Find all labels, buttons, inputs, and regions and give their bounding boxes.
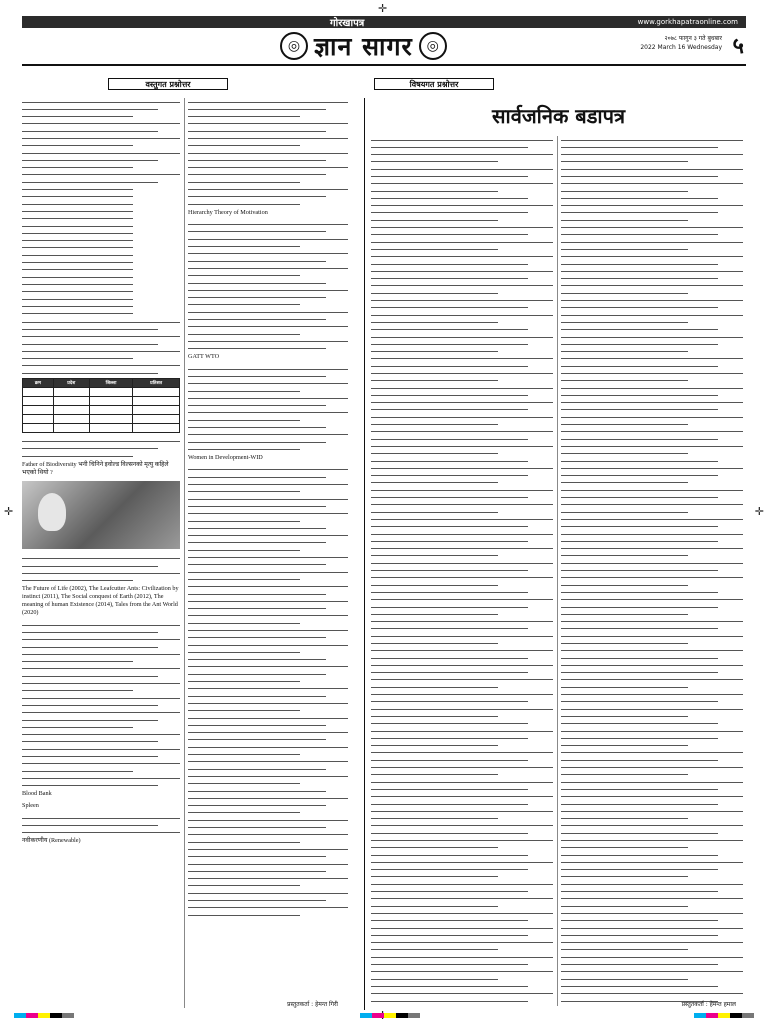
masthead	[22, 28, 746, 66]
english-term: Hierarchy Theory of Motivation	[188, 208, 268, 216]
english-term: Spleen	[22, 802, 39, 810]
english-question: Father of Biodiversity भनी चिनिने इवोल्ड विल्सनको मृत्यु कहिले भएको थियो ?	[22, 460, 169, 476]
qa-item	[22, 318, 180, 374]
qa-column	[188, 98, 348, 1008]
right-credit: प्रस्तुतकर्ता : हेमन्त हमाल	[681, 1001, 736, 1008]
qa-item	[561, 136, 743, 1006]
page-title: ज्ञान सागर	[314, 32, 413, 61]
qa-item	[188, 98, 348, 205]
qa-item	[188, 365, 348, 450]
registration-mark-left: ✛	[4, 505, 14, 518]
qa-item	[22, 438, 180, 457]
english-term: Blood Bank	[22, 790, 52, 798]
english-term: GATT WTO	[188, 353, 220, 361]
qa-column	[561, 136, 743, 1006]
registration-mark-right: ✛	[754, 505, 764, 518]
english-term: नवीकरणीय (Renewable)	[22, 837, 81, 845]
newspaper-page	[22, 16, 746, 1012]
section-label-objective: वस्तुगत प्रश्नोत्तर	[108, 78, 228, 90]
qa-item	[188, 221, 348, 350]
globe-icon: ◎	[419, 32, 447, 60]
color-bar	[14, 1013, 74, 1018]
website-url: www.gorkhapatraonline.com	[637, 18, 738, 26]
province-table	[22, 378, 180, 433]
registration-mark-top: ✛	[378, 2, 388, 15]
issue-date	[640, 34, 722, 52]
feature-title: सार्वजनिक बडापत्र	[492, 104, 625, 128]
scientist-photo	[22, 481, 180, 549]
qa-item	[188, 466, 348, 916]
qa-item	[22, 621, 180, 786]
date-nepali: २०७८ फागुन ३ गते बुधबार	[664, 35, 722, 42]
top-banner	[22, 16, 746, 28]
table-header: जिल्ला	[89, 378, 133, 387]
qa-column	[371, 136, 553, 1006]
left-credit: प्रस्तुतकर्ता : हेमन्त गिरी	[287, 1001, 338, 1008]
table-header: प्रदेश	[53, 378, 89, 387]
color-bar	[694, 1013, 754, 1018]
qa-item	[22, 814, 180, 833]
qa-item	[22, 555, 180, 581]
english-book-list: The Future of Life (2002), The Leafcutter Ants: Civilization by instinct (2011), The Social conquest of Earth (2012), The meaning of human Existence (2014), Tales from the Ant World (2020)	[22, 585, 179, 617]
date-english: 2022 March 16 Wednesday	[640, 44, 722, 51]
qa-item	[22, 98, 180, 314]
qa-item	[371, 136, 553, 1006]
globe-icon: ◎	[280, 32, 308, 60]
table-header: क्रम	[23, 378, 54, 387]
objective-qa-section	[22, 98, 352, 1010]
qa-column	[22, 98, 180, 1008]
section-label-subjective: विषयगत प्रश्नोत्तर	[374, 78, 494, 90]
table-header: प्रतिशत	[133, 378, 180, 387]
page-number: ५	[732, 33, 744, 59]
subjective-qa-section	[364, 98, 746, 1010]
color-bar	[360, 1013, 420, 1018]
english-term: Women in Development-WID	[188, 453, 263, 461]
brand-name: गोरखापत्र	[330, 18, 365, 29]
